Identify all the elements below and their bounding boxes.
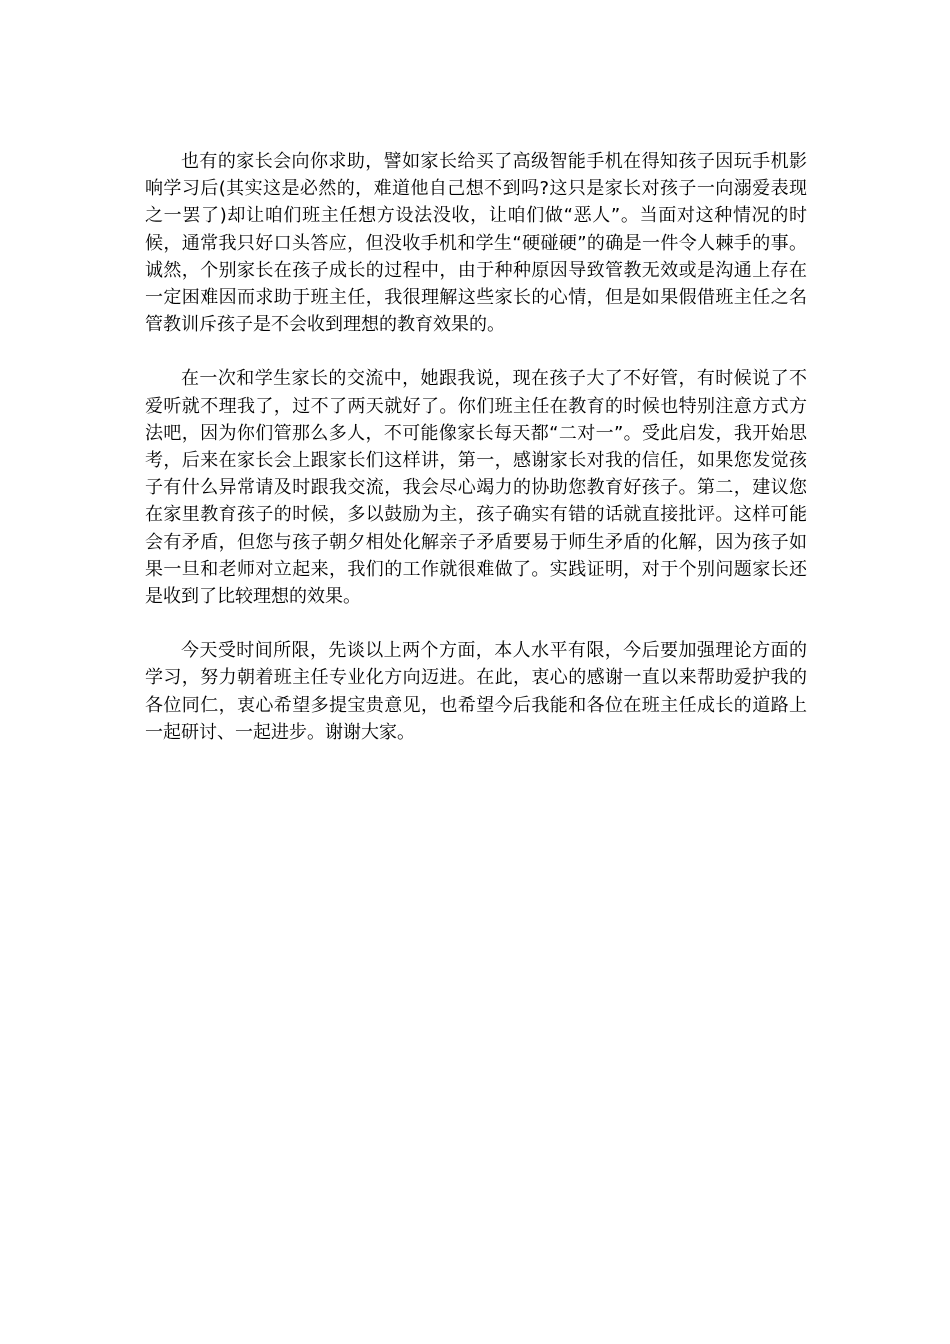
document-body: [145, 148, 807, 773]
paragraph-parent-conversation: 在一次和学生家长的交流中，她跟我说，现在孩子大了不好管，有时候说了不爱听就不理我了，过不了两天就好了。你们班主任在教育的时候也特别注意方式方法吧，因为你们管那么多人，不可能像家长每天都“二对一”。受此启发，我开始思考，后来在家长会上跟家长们这样讲，第一，感谢家长对我的信任，如果您发觉孩子有什么异常请及时跟我交流，我会尽心竭力的协助您教育好孩子。第二，建议您在家里教育孩子的时候，多以鼓励为主，孩子确实有错的话就直接批评。这样可能会有矛盾，但您与孩子朝夕相处化解亲子矛盾要易于师生矛盾的化解，因为孩子如果一旦和老师对立起来，我们的工作就很难做了。实践证明，对于个别问题家长还是收到了比较理想的效果。: [145, 368, 807, 608]
paragraph-parent-help: 也有的家长会向你求助，譬如家长给买了高级智能手机在得知孩子因玩手机影响学习后(其实这是必然的，难道他自己想不到吗?这只是家长对孩子一向溺爱表现之一罢了)却让咱们班主任想方设法没收，让咱们做“恶人”。当面对这种情况的时候，通常我只好口头答应，但没收手机和学生“硬碰硬”的确是一件令人棘手的事。诚然，个别家长在孩子成长的过程中，由于种种原因导致管教无效或是沟通上存在一定困难因而求助于班主任，我很理解这些家长的心情，但是如果假借班主任之名管教训斥孩子是不会收到理想的教育效果的。: [145, 151, 807, 336]
paragraph-closing-remarks: 今天受时间所限，先谈以上两个方面，本人水平有限，今后要加强理论方面的学习，努力朝着班主任专业化方向迈进。在此，衷心的感谢一直以来帮助爱护我的各位同仁，衷心希望多提宝贵意见，也希望今后我能和各位在班主任成长的道路上一起研讨、一起进步。谢谢大家。: [145, 640, 807, 743]
